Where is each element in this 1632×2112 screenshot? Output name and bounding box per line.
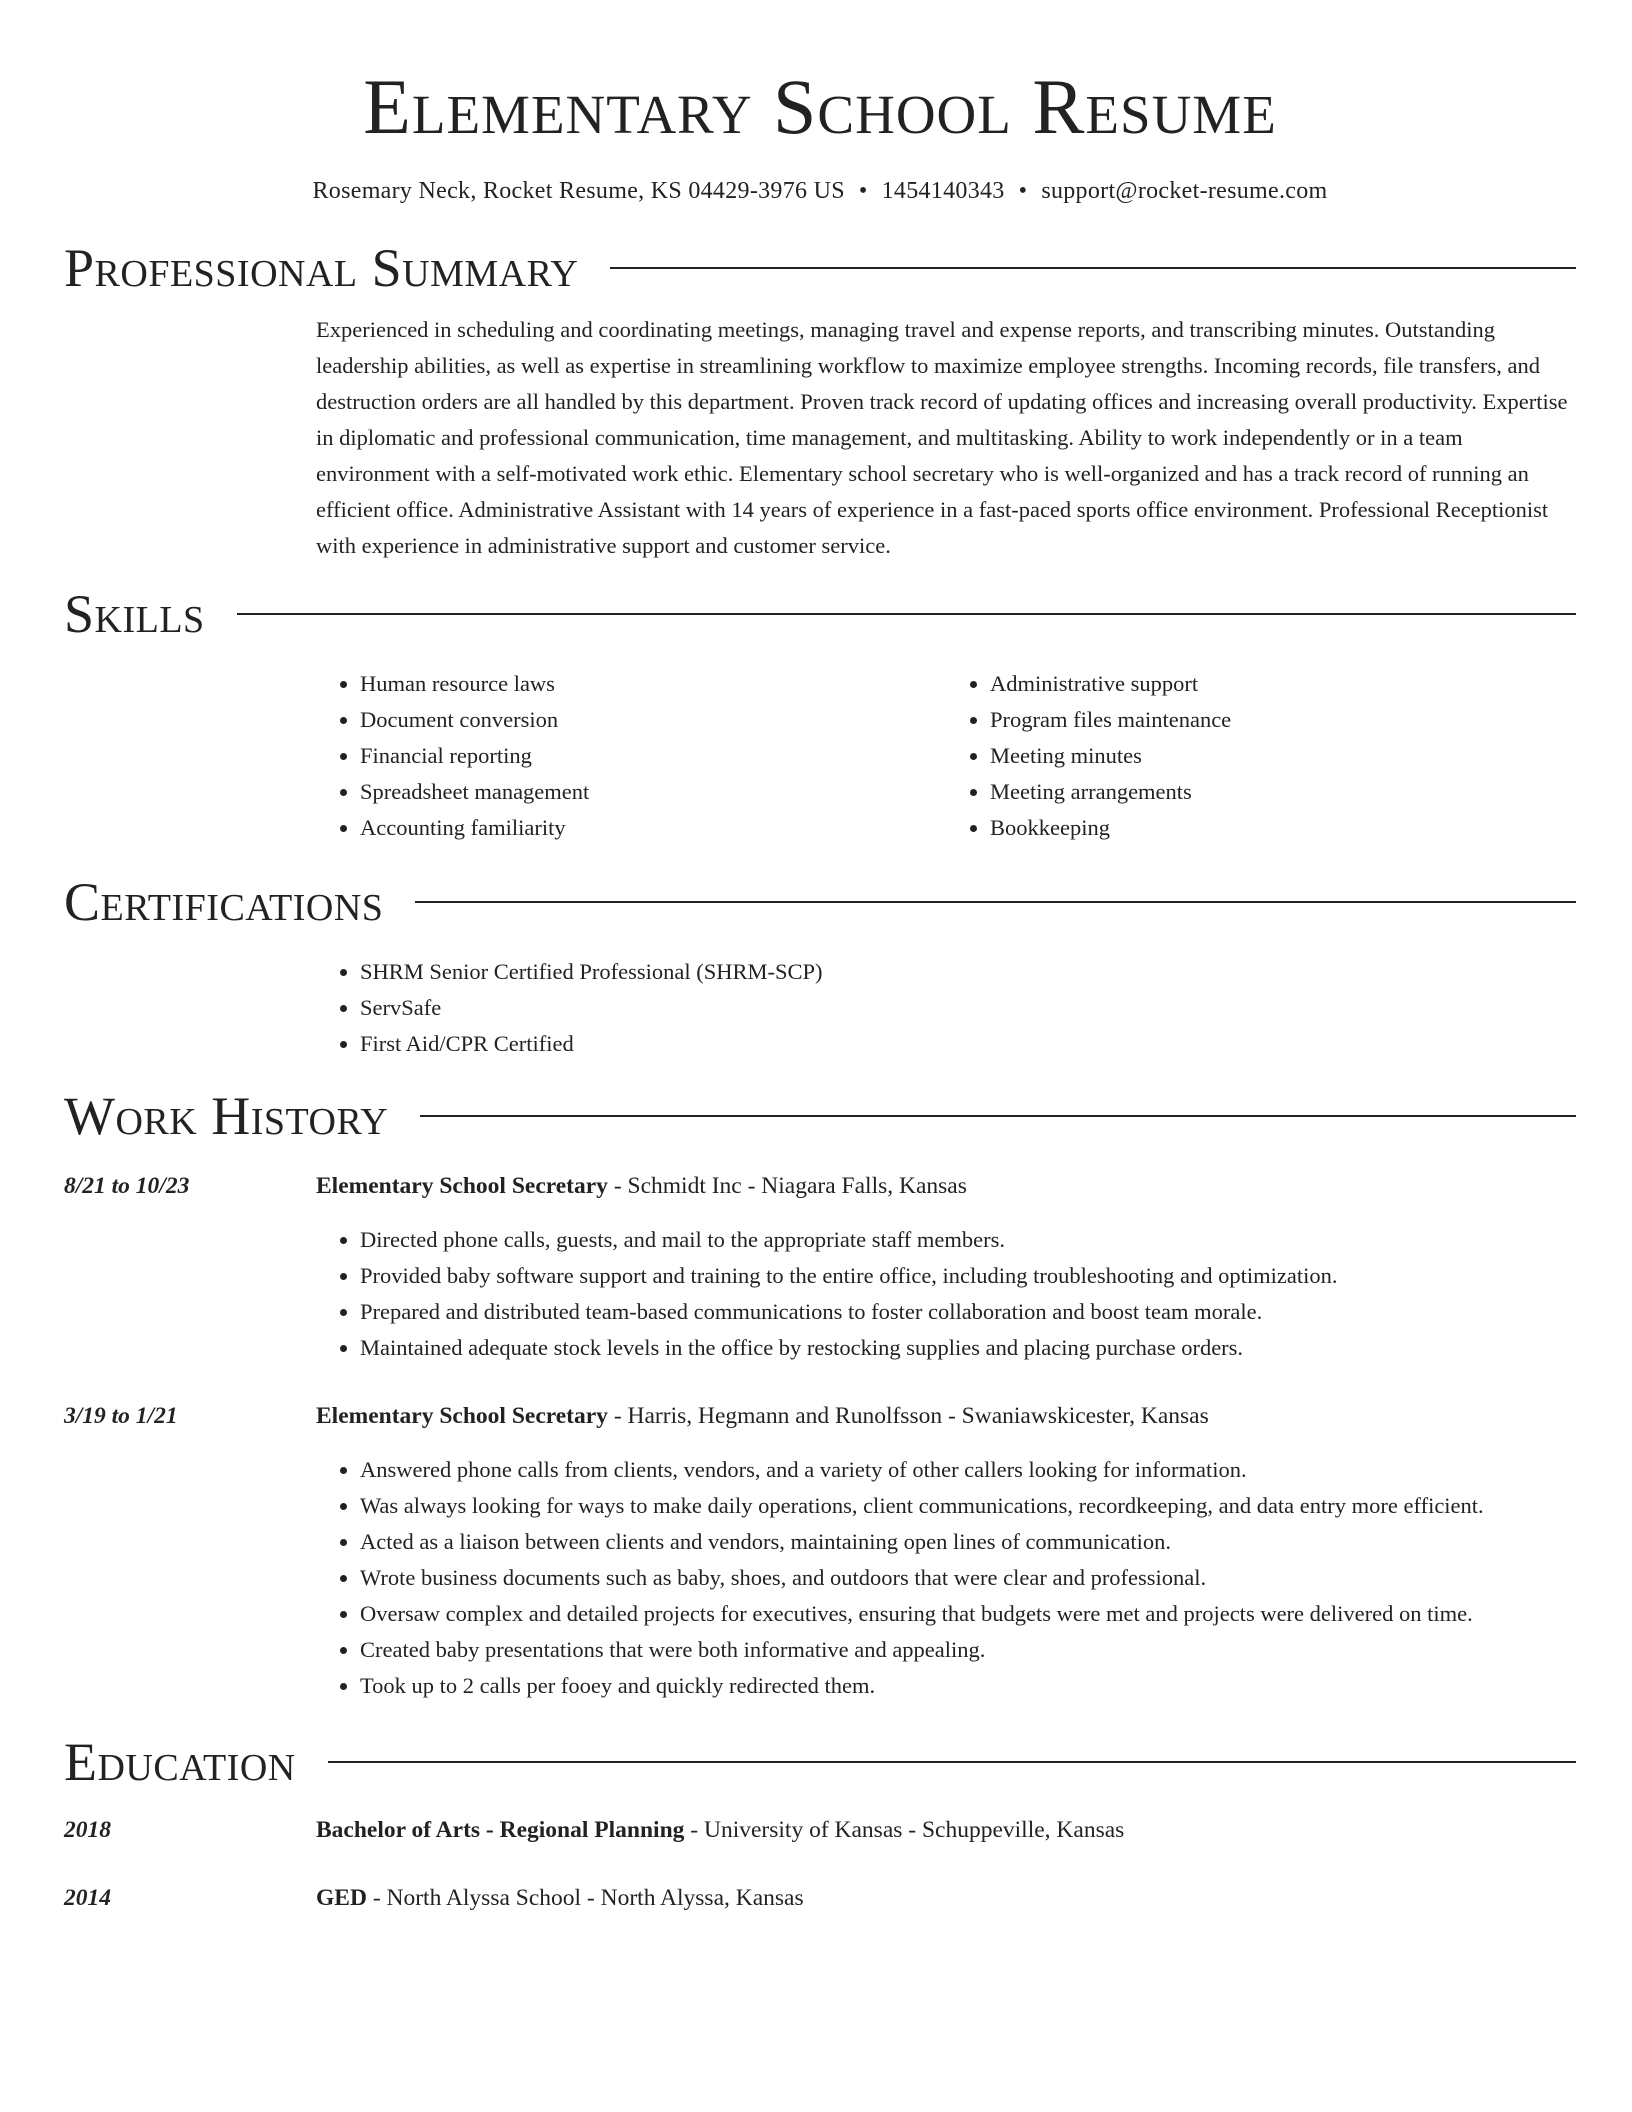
job-bullet: • Was always looking for ways to make daily operations, client communications, recordkeeping, and data entry more efficient. [360, 1488, 1576, 1524]
job-bullet: • Wrote business documents such as baby, shoes, and outdoors that were clear and professional. [360, 1560, 1576, 1596]
job-bullet: • Answered phone calls from clients, vendors, and a variety of other callers looking for information. [360, 1452, 1576, 1488]
education-entry [64, 1880, 1576, 1916]
job-dates: 8/21 to 10/23 [64, 1173, 190, 1199]
education-degree: Bachelor of Arts - Regional Planning [316, 1817, 685, 1843]
resume-page [64, 0, 1576, 1916]
certification-item: • First Aid/CPR Certified [360, 1026, 1576, 1062]
job-title: Elementary School Secretary [316, 1403, 608, 1429]
job-bullet: • Prepared and distributed team-based communications to foster collaboration and boost team morale. [360, 1294, 1576, 1330]
work-section-header [64, 1084, 1576, 1148]
job-header [64, 1168, 1576, 1204]
section-divider [415, 901, 1576, 903]
education-school: - North Alyssa School - North Alyssa, Kansas [366, 1885, 804, 1911]
education-entry [64, 1812, 1576, 1848]
certification-item: • ServSafe [360, 990, 1576, 1026]
skill-item: • Document conversion [360, 702, 946, 738]
skill-item: • Program files maintenance [990, 702, 1576, 738]
skill-item: • Financial reporting [360, 738, 946, 774]
job-header [64, 1398, 1576, 1434]
skill-item: • Meeting arrangements [990, 774, 1576, 810]
skills-column-left [316, 666, 946, 846]
section-divider [420, 1115, 1576, 1117]
education-section-header [64, 1730, 1576, 1794]
skills-column-right [946, 666, 1576, 846]
certifications-list [316, 954, 1576, 1062]
summary-text: Experienced in scheduling and coordinating meetings, managing travel and expense reports, and transcribing minutes. Outstanding leadership abilities, as well as expertise in streamlining workflow to maximize employee strengths. Incoming records, file transfers, and destruction orders are all handled by this department. Proven track record of updating offices and increasing overall productivity. Expertise in diplomatic and professional communication, time management, and multitasking. Ability to work independently or in a team environment with a self-motivated work ethic. Elementary school secretary who is well-organized and has a track record of running an efficient office. Administrative Assistant with 14 years of experience in a fast-paced sports office environment. Professional Receptionist with experience in administrative support and customer service. [316, 317, 1568, 558]
skill-item: • Human resource laws [360, 666, 946, 702]
section-divider [610, 267, 1576, 269]
work-heading: Work History [64, 1086, 389, 1146]
skill-item: • Accounting familiarity [360, 810, 946, 846]
education-year: 2018 [64, 1817, 111, 1843]
job-entry [64, 1168, 1576, 1366]
job-bullets [316, 1222, 1576, 1366]
contact-address: Rosemary Neck, Rocket Resume, KS 04429-3976 US [312, 178, 845, 204]
summary-section-header [64, 236, 1576, 300]
contact-separator: • [858, 178, 868, 204]
education-degree: GED [316, 1885, 367, 1911]
summary-heading: Professional Summary [64, 238, 579, 298]
job-employer: - Harris, Hegmann and Runolfsson - Swaniawskicester, Kansas [607, 1403, 1209, 1429]
certification-item: • SHRM Senior Certified Professional (SHRM-SCP) [360, 954, 1576, 990]
contact-phone: 1454140343 [881, 178, 1005, 204]
job-entry [64, 1398, 1576, 1704]
section-divider [328, 1761, 1576, 1763]
contact-line [64, 176, 1576, 206]
contact-separator: • [1018, 178, 1028, 204]
job-bullet: • Maintained adequate stock levels in the office by restocking supplies and placing purchase orders. [360, 1330, 1576, 1366]
skill-item: • Bookkeeping [990, 810, 1576, 846]
job-bullets [316, 1452, 1576, 1704]
section-divider [237, 613, 1576, 615]
education-year: 2014 [64, 1885, 111, 1911]
resume-title: Elementary School Resume [363, 63, 1277, 150]
contact-email: support@rocket-resume.com [1041, 178, 1328, 204]
job-dates: 3/19 to 1/21 [64, 1403, 178, 1429]
job-bullet: • Acted as a liaison between clients and vendors, maintaining open lines of communication. [360, 1524, 1576, 1560]
job-bullet: • Took up to 2 calls per fooey and quickly redirected them. [360, 1668, 1576, 1704]
skills-list [316, 666, 1576, 846]
skills-heading: Skills [64, 584, 205, 644]
skill-item: • Spreadsheet management [360, 774, 946, 810]
certifications-section-header [64, 870, 1576, 934]
education-school: - University of Kansas - Schuppeville, Kansas [684, 1817, 1125, 1843]
skill-item: • Administrative support [990, 666, 1576, 702]
job-bullet: • Directed phone calls, guests, and mail to the appropriate staff members. [360, 1222, 1576, 1258]
job-bullet: • Provided baby software support and training to the entire office, including troubleshooting and optimization. [360, 1258, 1576, 1294]
job-bullet: • Oversaw complex and detailed projects for executives, ensuring that budgets were met and projects were delivered on time. [360, 1596, 1576, 1632]
skill-item: • Meeting minutes [990, 738, 1576, 774]
job-employer: - Schmidt Inc - Niagara Falls, Kansas [607, 1173, 967, 1199]
skills-section-header [64, 582, 1576, 646]
education-heading: Education [64, 1732, 296, 1792]
job-title: Elementary School Secretary [316, 1173, 608, 1199]
certifications-heading: Certifications [64, 872, 384, 932]
job-bullet: • Created baby presentations that were both informative and appealing. [360, 1632, 1576, 1668]
